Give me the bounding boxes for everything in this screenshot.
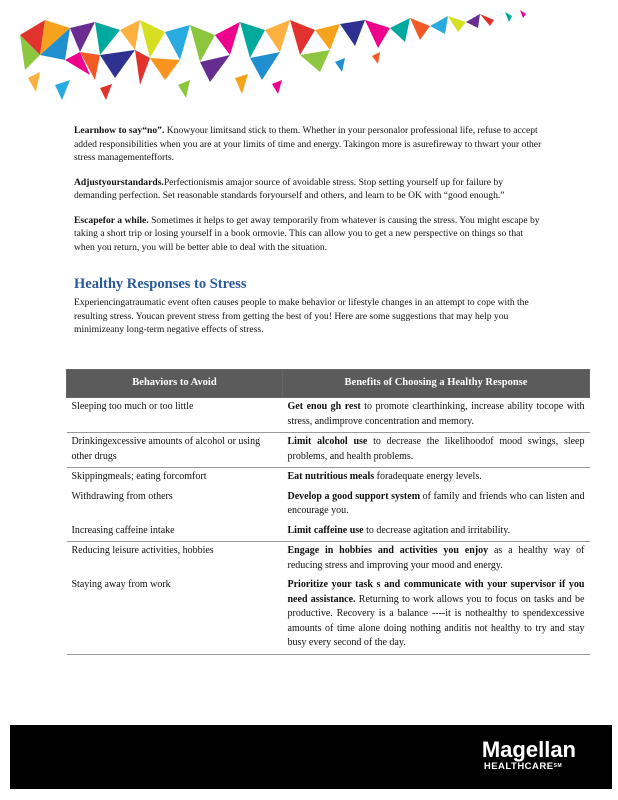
benefit-lead: Get enou gh rest <box>287 401 361 412</box>
benefit-cell <box>283 576 590 654</box>
benefit-text: as a healthy way of reducing stress and improving your mood and energy. <box>287 545 585 571</box>
behavior-cell: Reducing leisure activities, hobbies <box>67 542 283 577</box>
benefit-text: of family and friends who can listen and encourage you. <box>287 490 585 516</box>
benefit-cell <box>283 488 590 522</box>
benefit-cell <box>283 468 590 488</box>
header-behaviors: Behaviors to Avoid <box>67 370 283 398</box>
benefit-lead: Engage in hobbies and activities you enjoy <box>287 545 489 556</box>
service-mark: SM <box>553 763 563 769</box>
footer-bar <box>10 725 612 789</box>
behavior-cell: Increasing caffeine intake <box>71 524 175 536</box>
logo-subtitle <box>482 761 576 772</box>
behavior-cell: Sleeping too much or too little <box>71 401 194 412</box>
tip-paragraph <box>74 124 544 165</box>
table-row <box>67 468 590 488</box>
benefit-text: to decrease agitation and irritability. <box>363 524 511 536</box>
main-content <box>74 124 544 337</box>
benefit-lead: Develop a good support system <box>287 490 421 502</box>
benefit-cell <box>283 433 590 468</box>
table-row <box>67 398 590 433</box>
logo-wordmark: Magellan <box>481 737 576 762</box>
header-benefits: Benefits of Choosing a Healthy Response <box>283 370 590 398</box>
tip-paragraph <box>74 214 544 255</box>
logo-subtitle-text: HEALTHCARE <box>483 761 554 772</box>
behavior-cell: Skippingmeals; eating forcomfort <box>67 468 283 488</box>
stress-responses-table <box>66 369 590 655</box>
benefit-lead: Limit alcohol use <box>287 436 368 447</box>
tip-text: Sometimes it helps to get away temporarily from whatever is causing the stress. You might escape by taking a short trip or losing yourself in a book ormovie. This can allow you to get a new perspective on things so that when you return, you will be better able to deal with the situation. <box>74 214 540 253</box>
table-header-row <box>67 370 590 398</box>
table-row <box>67 488 590 522</box>
table-row <box>67 542 590 577</box>
benefit-cell <box>283 542 590 577</box>
benefit-text: to promote clearthinking, increase ability tocope with stress, andimprove concentration and memory. <box>287 401 585 427</box>
benefit-cell <box>283 522 590 542</box>
behavior-cell: Drinkingexcessive amounts of alcohol or using other drugs <box>67 433 283 468</box>
behavior-cell: Withdrawing from others <box>71 490 173 502</box>
table-row <box>67 576 590 654</box>
benefit-lead: Eat nutritious meals <box>287 471 375 482</box>
table-row <box>67 433 590 468</box>
benefit-lead: Limit caffeine use <box>287 524 364 536</box>
decorative-banner <box>0 0 618 110</box>
tip-text: Knowyour limitsand stick to them. Whether in your personalor professional life, refuse to accept added responsibilities when you are at your limits of time and energy. Takingon more is asurefireway to thwart your other stress managementefforts. <box>74 125 542 163</box>
benefit-cell <box>283 398 590 433</box>
tip-text: Perfectionismis amajor source of avoidable stress. Stop setting yourself up for failure by demanding perfection. Set reasonable standards foryourself and others, and learn to be OK with “good enough.” <box>74 176 505 201</box>
tip-lead: Learnhow to say“no”. <box>74 125 165 136</box>
section-heading: Healthy Responses to Stress <box>74 276 247 292</box>
benefit-text: foradequate energy levels. <box>374 471 482 482</box>
tip-lead: Escapefor a while. <box>74 214 149 226</box>
benefit-text: Returning to work allows you to focus on tasks and be productive. Recovery is a balance ----it is nothealthy to spendexcessive amounts of time alone doing nothing anditis not healthy to try and stay busy every second of the day. <box>287 593 585 648</box>
tip-paragraph <box>74 176 544 203</box>
table-row <box>67 522 590 542</box>
benefit-text: to decrease the likelihoodof mood swings, sleep problems, and health problems. <box>287 436 585 462</box>
intro-paragraph: Experiencingatraumatic event often causes people to make behavior or lifestyle changes in an attempt to cope with the resulting stress. Youcan prevent stress from getting the best of you! Here are some suggestions that may help you minimizeany long-term negative effects of stress. <box>74 297 529 335</box>
tip-lead: Adjustyourstandards. <box>74 176 164 188</box>
magellan-logo <box>482 739 576 772</box>
behavior-cell: Staying away from work <box>71 579 171 590</box>
benefit-lead: Prioritize your task s and communicate with your supervisor if you need assistance. <box>287 579 585 605</box>
